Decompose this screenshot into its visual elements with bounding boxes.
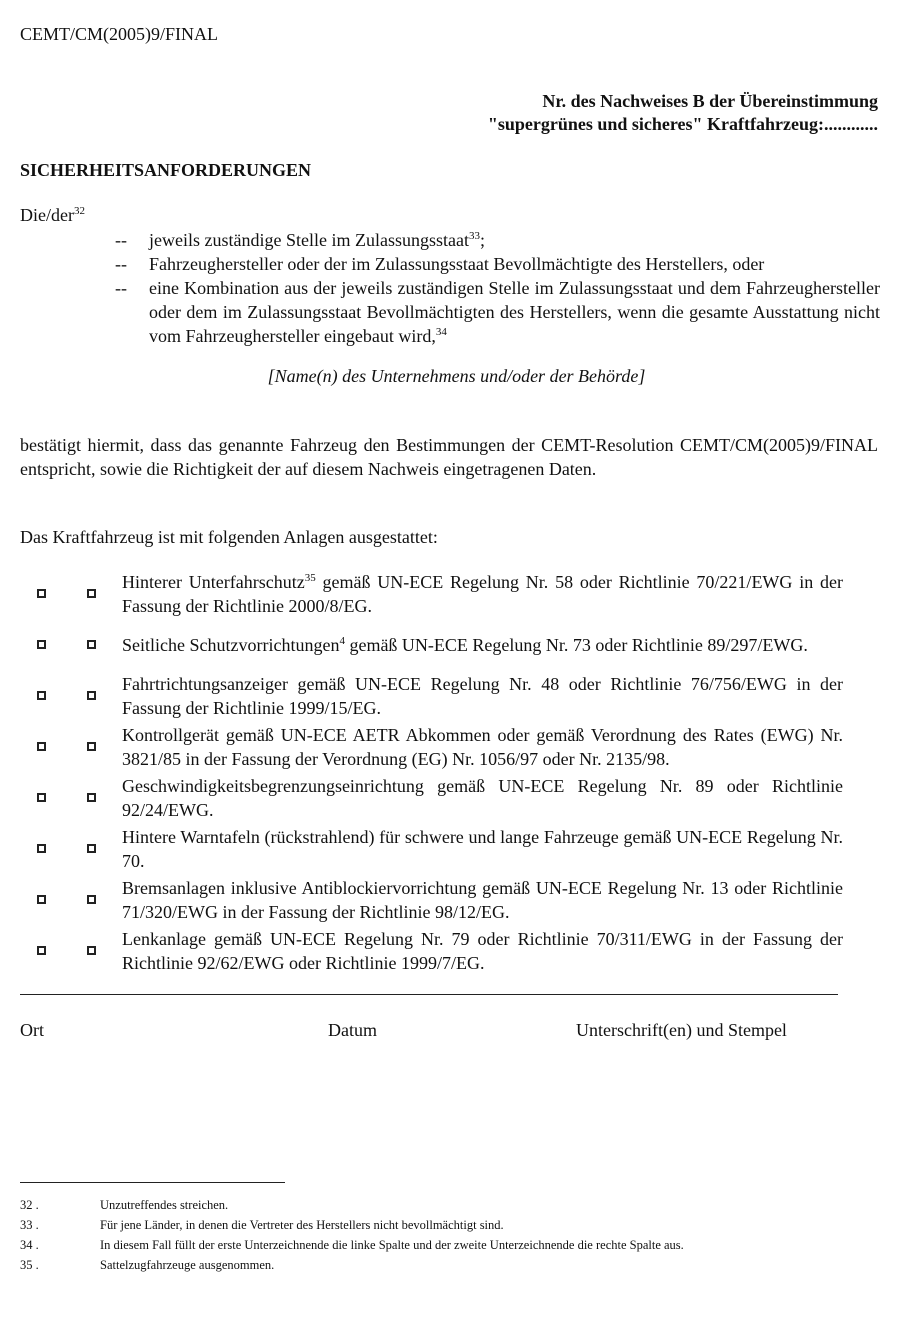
intro-label [20,205,85,226]
footnote [20,1195,900,1215]
signature-date-label: Datum [328,1020,377,1040]
checkbox-left[interactable] [37,640,46,649]
checkbox-right[interactable] [87,640,96,649]
checkbox-left[interactable] [37,793,46,802]
footnotes [20,1195,900,1275]
footnote-text: Unzutreffendes streichen. [100,1198,229,1212]
dash-bullet: -- [115,230,127,250]
equipment-text [122,570,843,618]
equipment-text: Geschwindigkeitsbegrenzungseinrichtung gemäß UN-ECE Regelung Nr. 89 oder Richtlinie 92/24/EWG. [122,775,843,820]
checkbox-left[interactable] [37,946,46,955]
equipment-item [20,772,843,823]
equipment-item [20,670,843,721]
signatory-option-text: jeweils zuständige Stelle im Zulassungsstaat [149,230,469,250]
signatory-option [115,276,880,348]
checkbox-right[interactable] [87,589,96,598]
document-id: CEMT/CM(2005)9/FINAL [20,24,218,44]
equipment-item [20,721,843,772]
footnote-text: Sattelzugfahrzeuge ausgenommen. [100,1258,275,1272]
footnote [20,1215,900,1235]
dash-bullet: -- [115,278,127,298]
footnote-ref: 4 [339,634,345,647]
equipment-text-end: gemäß UN-ECE Regelung Nr. 58 oder Richtlinie 70/221/EWG in der Fassung der Richtlinie 2000/8/EG. [122,571,843,616]
equipment-text-end: gemäß UN-ECE Regelung Nr. 73 oder Richtlinie 89/297/EWG. [344,634,808,655]
footnote-ref: 33 [468,230,480,242]
equipment-item [20,823,843,874]
signatory-option [115,252,880,276]
footnote-number: 35 . [20,1258,39,1272]
equipment-item [20,568,843,619]
dash-bullet: -- [115,254,127,274]
equipment-text: Kontrollgerät gemäß UN-ECE AETR Abkommen oder gemäß Verordnung des Rates (EWG) Nr. 3821/85 in der Fassung der Verordnung (EG) Nr. 1056/97 oder Nr. 2135/98. [122,724,843,769]
footnote-ref: 32 [73,205,85,217]
checkbox-right[interactable] [87,946,96,955]
footnote-number: 33 . [20,1218,39,1232]
equipment-item [20,874,843,925]
equipment-text-start: Seitliche Schutzvorrichtungen [122,634,340,655]
checkbox-left[interactable] [37,742,46,751]
checkbox-left[interactable] [37,844,46,853]
footnote [20,1235,900,1255]
equipment-text: Bremsanlagen inklusive Antiblockiervorrichtung gemäß UN-ECE Regelung Nr. 13 oder Richtlinie 71/320/EWG in der Fassung der Richtlinie 98/12/EG. [122,877,843,922]
signature-place-label: Ort [20,1020,44,1040]
checkbox-right[interactable] [87,895,96,904]
footnote-number: 34 . [20,1238,39,1252]
equipment-text: Lenkanlage gemäß UN-ECE Regelung Nr. 79 oder Richtlinie 70/311/EWG in der Fassung der Richtlinie 92/62/EWG oder Richtlinie 1999/7/EG. [122,928,843,973]
intro-text: Die/der [20,205,74,225]
signature-stamp-label: Unterschrift(en) und Stempel [576,1020,787,1040]
footnote-ref: 35 [304,571,316,584]
checkbox-right[interactable] [87,844,96,853]
checkbox-left[interactable] [37,691,46,700]
footnote-text: Für jene Länder, in denen die Vertreter des Herstellers nicht bevollmächtigt sind. [100,1218,504,1232]
section-title: SICHERHEITSANFORDERUNGEN [20,160,312,180]
footnote [20,1255,900,1275]
footnote-divider [20,1182,285,1183]
checkbox-left[interactable] [37,895,46,904]
equipment-item [20,925,843,976]
signatory-option [115,228,880,252]
signatory-options [115,228,880,348]
name-placeholder: [Name(n) des Unternehmens und/oder der Behörde] [267,366,646,386]
checkbox-right[interactable] [87,742,96,751]
certificate-title [488,90,878,136]
footnote-text: In diesem Fall füllt der erste Unterzeichnende die linke Spalte und der zweite Unterzeichnende die rechte Spalte aus. [100,1238,684,1252]
footnote-ref: 34 [435,326,447,338]
checkbox-right[interactable] [87,793,96,802]
equipment-list [20,568,843,976]
signature-divider [20,994,838,995]
signatory-option-text: eine Kombination aus der jeweils zuständigen Stelle im Zulassungsstaat und dem Fahrzeughersteller oder dem im Zulassungsstaat Bevollmächtigten des Herstellers, wenn die gesamte Ausstattung nicht vom Fahrzeughersteller eingebaut wird, [149,278,880,346]
certificate-title-line2: "supergrünes und sicheres" Kraftfahrzeug:............ [487,114,878,134]
equipment-intro: Das Kraftfahrzeug ist mit folgenden Anlagen ausgestattet: [20,527,438,547]
equipment-item [20,619,843,670]
equipment-text: Fahrtrichtungsanzeiger gemäß UN-ECE Regelung Nr. 48 oder Richtlinie 76/756/EWG in der Fassung der Richtlinie 1999/15/EG. [122,673,843,718]
signatory-option-text: Fahrzeughersteller oder der im Zulassungsstaat Bevollmächtigte des Herstellers, oder [149,254,765,274]
checkbox-left[interactable] [37,589,46,598]
signatory-option-suffix: ; [479,230,485,250]
equipment-text [122,633,843,657]
checkbox-right[interactable] [87,691,96,700]
equipment-text: Hintere Warntafeln (rückstrahlend) für schwere und lange Fahrzeuge gemäß UN-ECE Regelung Nr. 70. [122,826,843,871]
footnote-number: 32 . [20,1198,39,1212]
equipment-text-start: Hinterer Unterfahrschutz [122,571,305,592]
confirmation-paragraph: bestätigt hiermit, dass das genannte Fahrzeug den Bestimmungen der CEMT-Resolution CEMT/CM(2005)9/FINAL entspricht, sowie die Richtigkeit der auf diesem Nachweis eingetragenen Daten. [20,435,878,479]
certificate-title-line1: Nr. des Nachweises B der Übereinstimmung [542,91,878,111]
